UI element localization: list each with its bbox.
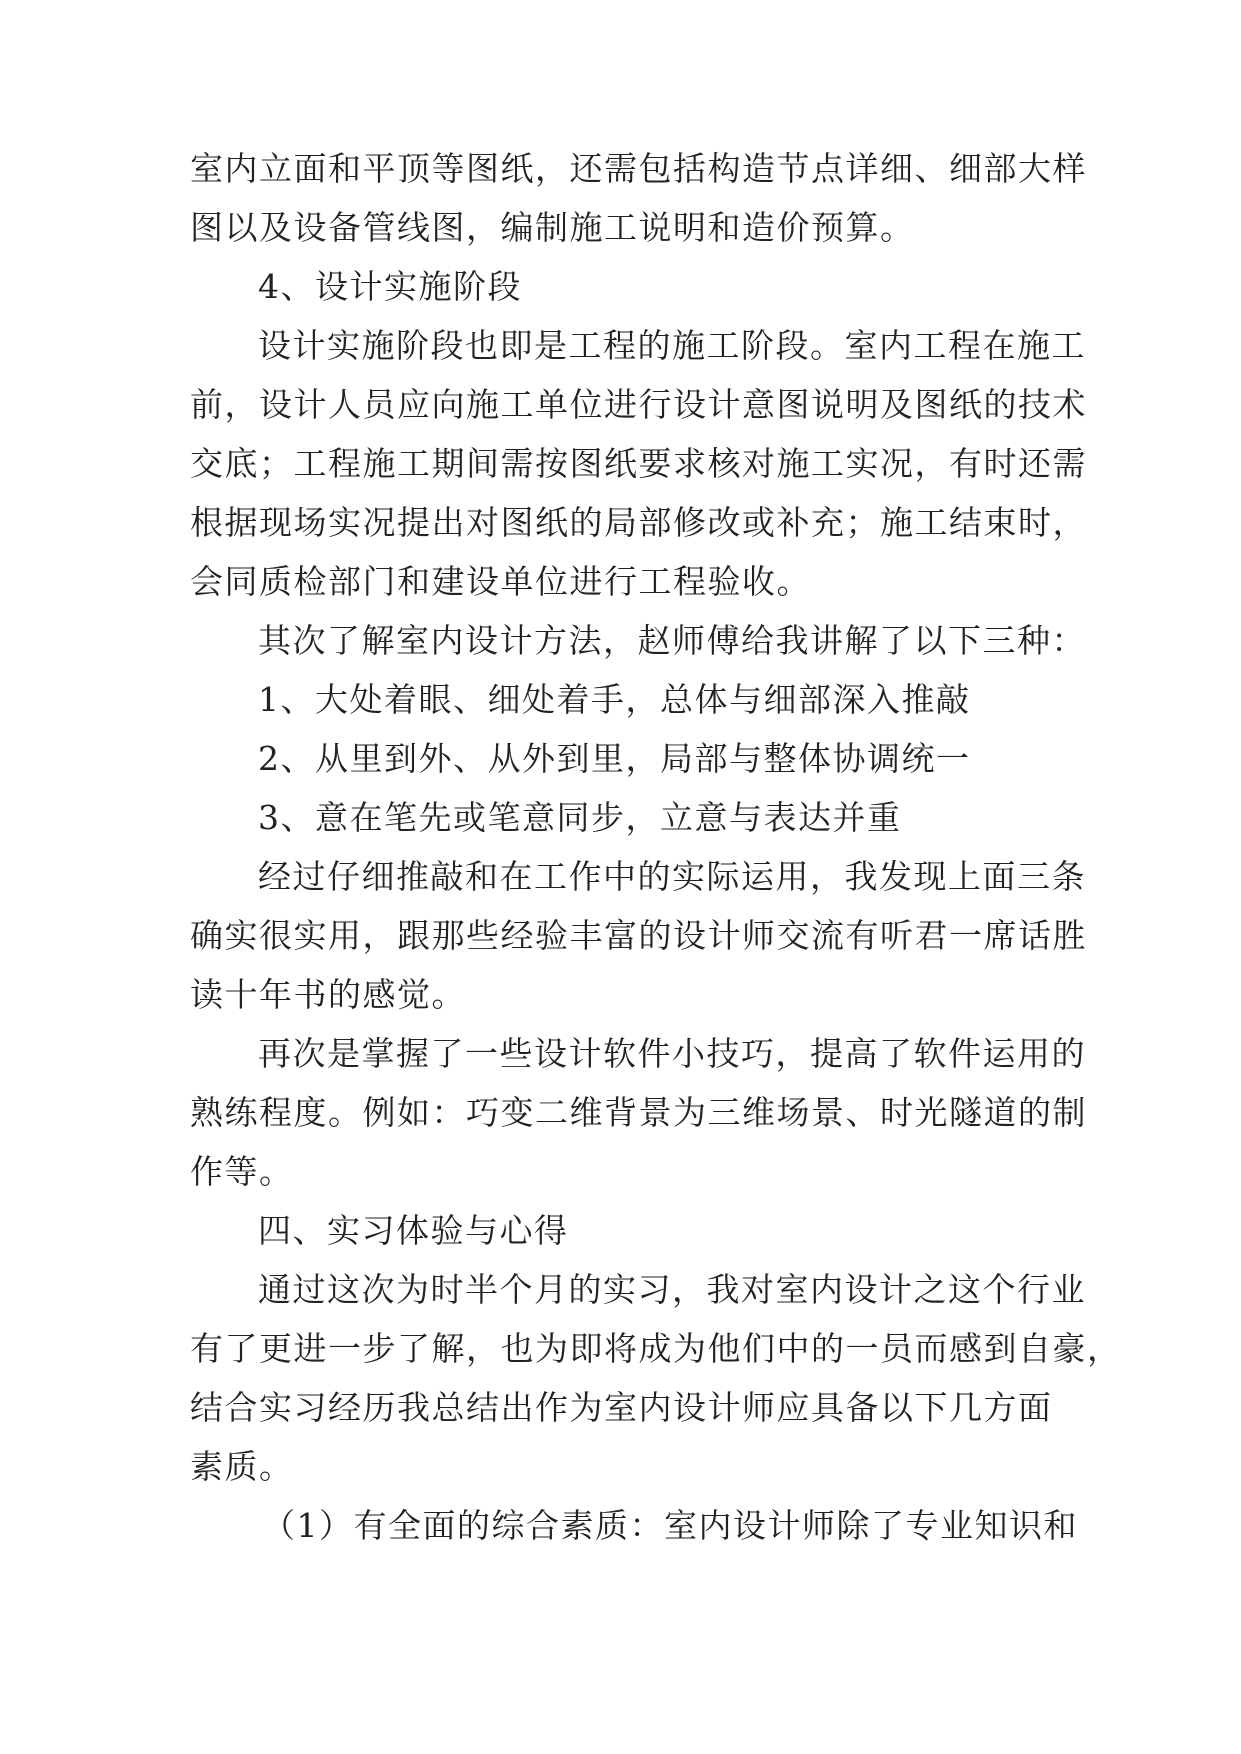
- paragraph-start: （1）有全面的综合素质：室内设计师除了专业知识和: [262, 1506, 1078, 1545]
- text-line: 有了更进一步了解，也为即将成为他们中的一员而感到自豪，: [190, 1329, 1122, 1368]
- paragraph-start: 再次是掌握了一些设计软件小技巧，提高了软件运用的: [258, 1034, 1086, 1073]
- paragraph-start: 经过仔细推敲和在工作中的实际运用，我发现上面三条: [258, 857, 1086, 896]
- list-item: 3、意在笔先或笔意同步，立意与表达并重: [258, 798, 902, 837]
- text-line: 作等。: [190, 1152, 294, 1191]
- text-line: 交底；工程施工期间需按图纸要求核对施工实况，有时还需: [190, 444, 1087, 483]
- text-line: 会同质检部门和建设单位进行工程验收。: [190, 562, 811, 601]
- section-heading: 4、设计实施阶段: [258, 267, 522, 306]
- section-heading: 四、实习体验与心得: [258, 1211, 569, 1250]
- text-line: 根据现场实况提出对图纸的局部修改或补充；施工结束时，: [190, 503, 1087, 542]
- text-line: 图以及设备管线图，编制施工说明和造价预算。: [190, 208, 915, 247]
- text-line: 确实很实用，跟那些经验丰富的设计师交流有听君一席话胜: [190, 916, 1087, 955]
- text-line: 结合实习经历我总结出作为室内设计师应具备以下几方面: [190, 1388, 1053, 1427]
- list-item: 2、从里到外、从外到里，局部与整体协调统一: [258, 739, 971, 778]
- text-line: 前，设计人员应向施工单位进行设计意图说明及图纸的技术: [190, 385, 1087, 424]
- text-line: 熟练程度。例如：巧变二维背景为三维场景、时光隧道的制: [190, 1093, 1087, 1132]
- paragraph-start: 其次了解室内设计方法，赵师傅给我讲解了以下三种：: [258, 621, 1086, 660]
- text-line: 读十年书的感觉。: [190, 975, 466, 1014]
- list-item: 1、大处着眼、细处着手，总体与细部深入推敲: [258, 680, 971, 719]
- paragraph-start: 设计实施阶段也即是工程的施工阶段。室内工程在施工: [258, 326, 1086, 365]
- paragraph-start: 通过这次为时半个月的实习，我对室内设计之这个行业: [258, 1270, 1086, 1309]
- text-line: 室内立面和平顶等图纸，还需包括构造节点详细、细部大样: [190, 149, 1087, 188]
- text-line: 素质。: [190, 1447, 294, 1486]
